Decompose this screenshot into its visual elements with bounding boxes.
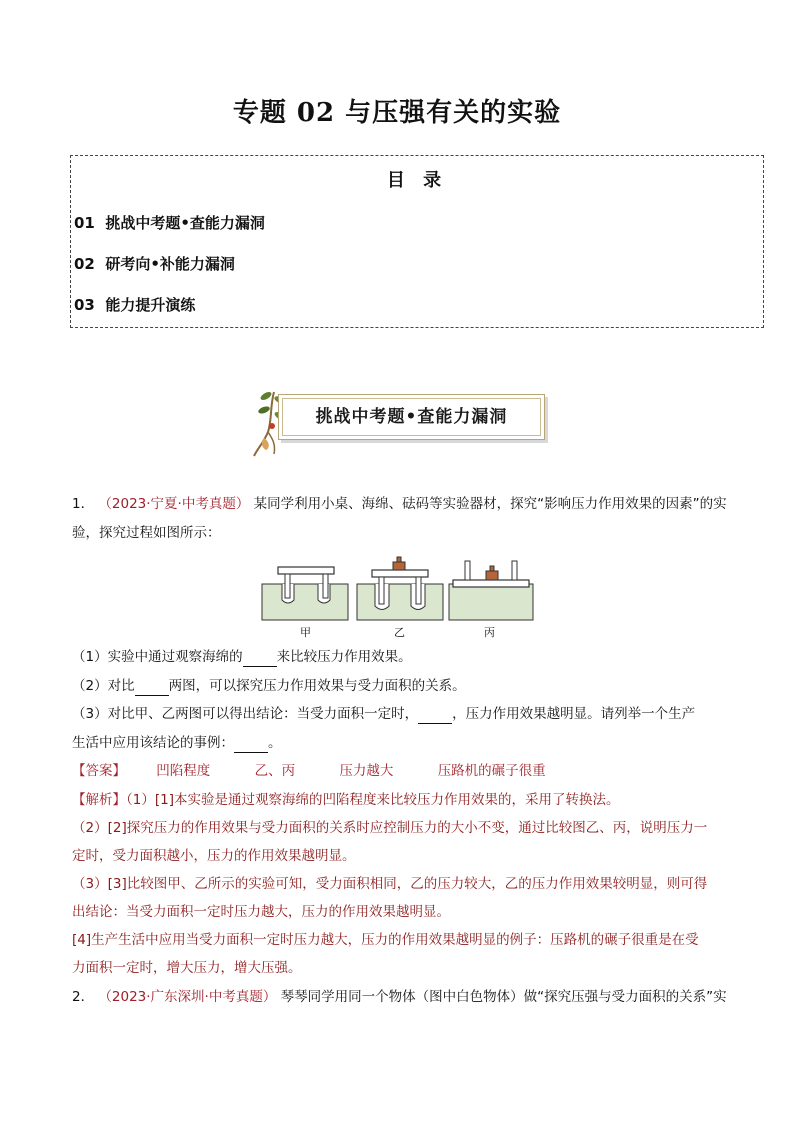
toc-item-3[interactable] <box>74 294 195 315</box>
analysis-line-3: 定时，受力面积越小，压力的作用效果越明显。 <box>72 848 356 864</box>
experiment-figure <box>260 556 535 638</box>
question-number: 1． <box>72 496 95 512</box>
answer-blank[interactable] <box>418 705 452 724</box>
question-source: （2023·广东深圳·中考真题） <box>98 989 277 1005</box>
section-banner <box>248 390 548 454</box>
question-1-line-2: 验，探究过程如图所示： <box>72 525 221 541</box>
answer-blank[interactable] <box>243 648 277 667</box>
toc-item-number: 02 <box>74 255 95 273</box>
sub-question-text: 。 <box>268 735 282 751</box>
sub-question-3-line-2 <box>72 734 732 753</box>
sub-question-1 <box>72 648 732 667</box>
question-source: （2023·宁夏·中考真题） <box>98 496 250 512</box>
analysis-text: （1）[1]本实验是通过观察海绵的凹陷程度来比较压力作用效果的，采用了转换法。 <box>126 792 620 808</box>
toc-item-number: 03 <box>74 296 95 314</box>
toc-item-1[interactable] <box>74 212 265 233</box>
answer-value: 压路机的碾子很重 <box>437 763 546 779</box>
sub-question-text: （3）对比甲、乙两图可以得出结论：当受力面积一定时， <box>72 706 419 722</box>
question-stem: 某同学利用小桌、海绵、砝码等实验器材，探究“影响压力作用效果的因素”的实 <box>253 496 727 512</box>
question-number: 2． <box>72 989 95 1005</box>
answer-label: 【答案】 <box>72 763 126 779</box>
sub-question-text: 来比较压力作用效果。 <box>276 649 412 665</box>
answer-value: 乙、丙 <box>254 763 296 779</box>
page-title: 专题 02 与压强有关的实验 <box>232 98 562 128</box>
toc-item-text: 挑战中考题•查能力漏洞 <box>105 214 265 232</box>
sponge-table-diagram <box>260 556 535 624</box>
question-2-line-1 <box>72 988 732 1006</box>
sub-question-text: ，压力作用效果越明显。请列举一个生产 <box>452 706 696 722</box>
answer-blank[interactable] <box>234 734 268 753</box>
sub-question-text: 生活中应用该结论的事例： <box>72 735 234 751</box>
analysis-line-4: （3）[3]比较图甲、乙所示的实验可知，受力面积相同，乙的压力较大，乙的压力作用效果较明显，则可得 <box>72 876 708 892</box>
sub-question-3 <box>72 705 732 724</box>
analysis-line-5: 出结论：当受力面积一定时压力越大，压力的作用效果越明显。 <box>72 904 450 920</box>
toc-heading: 目 录 <box>386 170 448 191</box>
answer-value: 凹陷程度 <box>156 763 211 779</box>
sub-question-2 <box>72 677 732 696</box>
toc-item-text: 能力提升演练 <box>105 296 196 314</box>
toc-item-number: 01 <box>74 214 95 232</box>
sub-question-text: （1）实验中通过观察海绵的 <box>72 649 243 665</box>
figure-label-bing: 丙 <box>484 626 495 639</box>
banner-title: 挑战中考题•查能力漏洞 <box>282 398 541 436</box>
analysis-line-2: （2）[2]探究压力的作用效果与受力面积的关系时应控制压力的大小不变，通过比较图乙、丙，说明压力一 <box>72 820 708 836</box>
question-1-line-1 <box>72 495 732 513</box>
analysis-line-6: [4]生产生活中应用当受力面积一定时压力越大，压力的作用效果越明显的例子：压路机的碾子很重是在受 <box>72 932 699 948</box>
figure-label-jia: 甲 <box>300 626 311 639</box>
analysis-line-1 <box>72 791 732 809</box>
answer-value: 压力越大 <box>339 763 394 779</box>
banner-frame <box>278 394 545 440</box>
analysis-label: 【解析】 <box>72 792 126 808</box>
question-stem: 琴琴同学用同一个物体（图中白色物体）做“探究压强与受力面积的关系”实 <box>280 989 727 1005</box>
toc-item-2[interactable] <box>74 253 235 274</box>
sub-question-text: （2）对比 <box>72 678 135 694</box>
answer-line <box>72 762 732 780</box>
toc-item-text: 研考向•补能力漏洞 <box>105 255 235 273</box>
figure-label-yi: 乙 <box>394 626 405 639</box>
sub-question-text: 两图，可以探究压力作用效果与受力面积的关系。 <box>168 678 466 694</box>
table-of-contents <box>70 155 764 328</box>
analysis-line-7: 力面积一定时，增大压力，增大压强。 <box>72 960 302 976</box>
answer-blank[interactable] <box>135 677 169 696</box>
